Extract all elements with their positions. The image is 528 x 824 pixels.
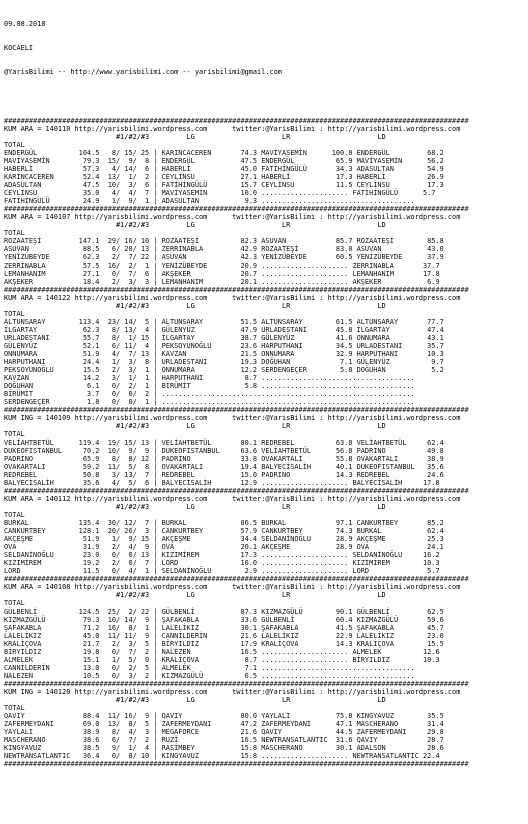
table-row: TOTAL xyxy=(4,430,432,439)
section-title: KUM ARA = 140108 http://yarisbilimi.wordpress.com twitter:@YarisBilimi : http://yarisbilimi.wordpress.com xyxy=(4,583,461,592)
table-row: ALTUNSARAY 113.4 23/ 14/ 5 | ALTUNSARAY 51.5 ALTUNSARAY 61.5 ALTUNSARAY 77.7 xyxy=(4,317,444,326)
table-row: CEYLİNSU 35.0 4/ 4/ 7 | MAVİYASEMİN 10.0 ..................... FATİHİNGÜLÜ 5.7 xyxy=(4,189,436,198)
table-row: ENDERGÜL 104.5 8/ 15/ 25 | KARINCACEREN 74.3 MAVİYASEMİN 100.0 ENDERGÜL 68.2 xyxy=(4,148,444,157)
section-separator: ################################################################################################################ xyxy=(4,205,469,214)
table-row: GÜLBENLİ 124.5 25/ 2/ 22 | GÜLBENLİ 87.3 KIZMAZGÜLÜ 90.1 GÜLBENLİ 62.5 xyxy=(4,607,444,616)
table-row: NALEZEN 10.5 0/ 3/ 2 | KIZMAZGÜLÜ 6.5 ..................................... xyxy=(4,671,415,680)
table-row: URLADESTANI 55.7 8/ 1/ 15 | İLGARTAY 38.7 GÜLENYÜZ 41.6 ONNUMARA 43.1 xyxy=(4,333,444,342)
table-row: KIZMAZGÜLÜ 79.3 10/ 14/ 9 | ŞAFAKABLA 33.6 GÜLBENLİ 60.4 KIZMAZGÜLÜ 59.6 xyxy=(4,615,444,624)
report-document xyxy=(4,4,528,777)
table-row: ZERRİNABLA 57.5 16/ 2/ 1 | YENİZÜBEYDE 20.9 ..................... ZERRİNABLA 37.7 xyxy=(4,261,440,270)
table-row: OVA 31.9 2/ 4/ 9 | OVA 20.1 AKÇEŞME 28.9 OVA 24.1 xyxy=(4,543,444,552)
section-separator: ################################################################################################################ xyxy=(4,760,469,769)
table-row: TOTAL xyxy=(4,229,432,238)
table-row: NEWTRANSATLANTIC 36.4 0/ 8/ 10 | KINGYAVUZ 15.8 ..................... NEWTRANSATLANTIC 22.4 xyxy=(4,752,440,761)
table-row: OVAKARTALI 59.2 11/ 5/ 8 | OVAKARTALI 19.4 BALYECİSALİH 40.1 DUKEOFISTANBUL 35.6 xyxy=(4,462,444,471)
report-contact: @YarisBilimi -- http://www.yarisbilimi.com -- yarisbilimi@gmail.com xyxy=(4,68,282,77)
section-column-headers: #1/#2/#3 LG LR LD xyxy=(4,422,386,431)
table-row: ALMELEK 15.1 1/ 5/ 0 | KRALİÇOVA 8.7 ..................... BİRYILDIZ 10.3 xyxy=(4,655,440,664)
race-sections xyxy=(4,117,528,769)
section-title: KUM ARA = 140122 http://yarisbilimi.wordpress.com twitter:@YarisBilimi : http://yarisbilimi.wordpress.com xyxy=(4,293,461,302)
table-row: TOTAL xyxy=(4,140,432,149)
table-row: ONNUMARA 51.9 4/ 7/ 13 | KAVZAN 21.5 ONNUMARA 32.9 HARPUTHANI 10.3 xyxy=(4,350,444,359)
section-separator: ################################################################################################################ xyxy=(4,679,469,688)
section-title: KUM ING = 140109 http://yarisbilimi.wordpress.com twitter:@YarisBilimi : http://yarisbilimi.wordpress.com xyxy=(4,414,461,423)
table-row: HARPUTHANI 24.4 1/ 3/ 8 | URLADESTANI 19.3 DOĞUHAN 7.1 GÜLENYÜZ 9.7 xyxy=(4,358,444,367)
table-row: PEKSOYUNOĞLU 15.5 2/ 3/ 1 | ONNUMARA 12.2 SERDENGEÇER 5.8 DOĞUHAN 5.2 xyxy=(4,366,444,375)
table-row: CANKURTBEY 128.1 20/ 26/ 3 | CANKURTBEY 57.9 CANKURTBEY 74.3 BURKAL 62.4 xyxy=(4,527,444,536)
section-separator: ################################################################################################################ xyxy=(4,116,469,125)
section-separator: ################################################################################################################ xyxy=(4,486,469,495)
section-column-headers: #1/#2/#3 LG LR LD xyxy=(4,132,386,141)
table-row: SELDANİNOĞLU 23.0 0/ 0/ 13 | KIZIMİREM 17.3 ..................... SELDANİNOĞLU 16.2 xyxy=(4,551,440,560)
table-row: DOĞUHAN 6.1 0/ 2/ 1 | BİRÜMİT 5.8 ..................................... xyxy=(4,382,415,391)
table-row: BİRYILDIZ 19.8 0/ 7/ 2 | NALEZEN 16.5 ..................... ALMELEK 12.6 xyxy=(4,647,440,656)
table-row: CANNİLDERİN 13.0 0/ 2/ 5 | ALMELEK 7.1 ..................................... xyxy=(4,663,415,672)
table-row: FATİHİNGÜLÜ 24.9 1/ 9/ 1 | ADASULTAN 9.3 ..................................... xyxy=(4,197,415,206)
section-column-headers: #1/#2/#3 LG LR LD xyxy=(4,221,386,230)
table-row: ASUVAN 88.5 6/ 20/ 13 | ZERRİNABLA 42.9 ROZAATEŞİ 83.0 ASUVAN 43.0 xyxy=(4,245,444,254)
table-row: REDREBEL 50.8 3/ 13/ 7 | REDREBEL 15.0 PADRINO 14.3 REDREBEL 24.6 xyxy=(4,470,444,479)
table-row: TOTAL xyxy=(4,309,432,318)
table-row: KAVZAN 14.2 3/ 1/ 1 | HARPUTHANI 8.7 ..................................... xyxy=(4,374,415,383)
table-row: QAVIY 88.4 11/ 16/ 9 | QAVIY 80.0 YAYLALI 75.8 KINGYAVUZ 35.5 xyxy=(4,712,444,721)
table-row: ZAFERMEYDANI 69.0 13/ 8/ 5 | ZAFERMEYDANI 47.2 ZAFERMEYDANI 47.1 MASCHERANO 31.4 xyxy=(4,720,444,729)
table-row: ROZAATEŞİ 147.1 29/ 16/ 10 | ROZAATEŞİ 82.3 ASUVAN 85.7 ROZAATEŞİ 85.8 xyxy=(4,237,444,246)
section-title: KUM ARA = 140110 http://yarisbilimi.wordpress.com twitter:@YarisBilimi : http://yarisbilimi.wordpress.com xyxy=(4,124,461,133)
table-row: TOTAL xyxy=(4,510,432,519)
table-row: ADASULTAN 47.5 10/ 3/ 6 | FATİHİNGÜLÜ 15.7 CEYLİNSU 11.5 CEYLİNSU 17.3 xyxy=(4,181,444,190)
table-row: MAVİYASEMİN 79.3 15/ 9/ 8 | ENDERGÜL 47.5 ENDERGÜL 65.9 MAVİYASEMİN 56.2 xyxy=(4,156,444,165)
table-row: KRALİÇOVA 21.7 2/ 3/ 5 | BİRYILDIZ 17.9 KRALİÇOVA 14.3 KRALİÇOVA 15.5 xyxy=(4,639,444,648)
table-row: DUKEOFISTANBUL 70.2 10/ 9/ 9 | DUKEOFISTANBUL 63.6 VELİAHTBETÜL 56.0 PADRINO 49.8 xyxy=(4,446,444,455)
section-column-headers: #1/#2/#3 LG LR LD xyxy=(4,696,386,705)
table-row: AKŞEKER 18.4 2/ 3/ 3 | LEMANHANIM 20.1 ..................... AKŞEKER 6.9 xyxy=(4,277,440,286)
report-date: 09.08.2018 xyxy=(4,20,46,29)
table-row: LEMANHANIM 27.1 0/ 7/ 6 | AKŞEKER 20.7 ..................... LEMANHANIM 17.8 xyxy=(4,269,440,278)
table-row: ŞAFAKABLA 71.2 16/ 8/ 1 | LALELİKIZ 30.1 ŞAFAKABLA 41.5 ŞAFAKABLA 45.7 xyxy=(4,623,444,632)
table-row: TOTAL xyxy=(4,599,432,608)
section-title: KUM ARA = 140107 http://yarisbilimi.wordpress.com twitter:@YarisBilimi : http://yarisbilimi.wordpress.com xyxy=(4,213,461,222)
table-row: GÜLENYÜZ 52.1 6/ 11/ 4 | PEKSOYUNOĞLU 23.6 HARPUTHANI 34.5 URLADESTANI 35.7 xyxy=(4,341,444,350)
table-row: LORD 11.5 0/ 4/ 1 | SELDANİNOĞLU 2.9 ..................... LORD 5.7 xyxy=(4,567,440,576)
table-row: YAYLALI 38.9 8/ 4/ 3 | MEGAFORCE 21.6 QAVIY 44.5 ZAFERMEYDANI 29.8 xyxy=(4,728,444,737)
table-row: VELİAHTBETÜL 119.4 19/ 15/ 13 | VELİAHTBETÜL 80.1 REDREBEL 63.0 VELİAHTBETÜL 62.4 xyxy=(4,438,444,447)
table-row: BURKAL 135.4 30/ 12/ 7 | BURKAL 86.5 BURKAL 97.1 CANKURTBEY 85.2 xyxy=(4,519,444,527)
table-row: İLGARTAY 62.3 8/ 13/ 4 | GÜLENYÜZ 47.9 URLADESTANI 45.8 İLGARTAY 47.4 xyxy=(4,325,444,334)
section-column-headers: #1/#2/#3 LG LR LD xyxy=(4,502,386,511)
table-row: HABERLİ 57.3 4/ 14/ 6 | HABERLİ 45.0 FATİHİNGÜLÜ 34.3 ADASULTAN 54.9 xyxy=(4,164,444,173)
table-row: BİRÜMİT 3.7 0/ 0/ 2 | ............................................................. xyxy=(4,390,415,399)
table-row: AKÇEŞME 51.9 1/ 9/ 15 | AKÇEŞME 34.4 SELDANİNOĞLU 28.9 AKÇEŞME 25.3 xyxy=(4,535,444,544)
blank-line xyxy=(4,93,528,101)
table-row: SERDENGEÇER 1.8 0/ 0/ 1 | ............................................................. xyxy=(4,398,415,407)
table-row: KIZIMİREM 19.2 2/ 0/ 7 | LORD 10.0 ..................... KIZIMİREM 10.3 xyxy=(4,559,440,568)
table-row: PADRINO 65.9 8/ 8/ 12 | PADRINO 33.8 OVAKARTALI 55.8 OVAKARTALI 38.9 xyxy=(4,454,444,463)
section-separator: ################################################################################################################ xyxy=(4,406,469,415)
table-row: YENİZÜBEYDE 62.3 2/ 7/ 22 | ASUVAN 42.3 YENİZÜBEYDE 60.5 YENİZÜBEYDE 37.9 xyxy=(4,253,444,262)
section-separator: ################################################################################################################ xyxy=(4,285,469,294)
section-title: KUM ARA = 140112 http://yarisbilimi.wordpress.com twitter:@YarisBilimi : http://yarisbilimi.wordpress.com xyxy=(4,494,461,503)
table-row: BALYECİSALİH 35.6 4/ 5/ 6 | BALYECİSALİH 12.9 ..................... BALYECİSALİH 17.8 xyxy=(4,478,440,487)
table-row: KARINCACEREN 52.4 13/ 1/ 2 | CEYLİNSU 27.1 HABERLİ 17.3 HABERLİ 26.9 xyxy=(4,172,444,181)
table-row: TOTAL xyxy=(4,704,432,713)
table-row: KINGYAVUZ 38.5 9/ 1/ 4 | RASİMBEY 15.8 MASCHERANO 30.1 ADALSON 28.6 xyxy=(4,744,444,753)
report-city: KOCAELI xyxy=(4,44,34,53)
section-separator: ################################################################################################################ xyxy=(4,575,469,584)
section-title: KUM ING = 140120 http://yarisbilimi.wordpress.com twitter:@YarisBilimi : http://yarisbilimi.wordpress.com xyxy=(4,687,461,696)
section-column-headers: #1/#2/#3 LG LR LD xyxy=(4,591,386,600)
section-column-headers: #1/#2/#3 LG LR LD xyxy=(4,301,386,310)
table-row: LALELİKIZ 45.0 11/ 11/ 9 | CANNİLDERİN 21.6 LALELİKIZ 22.9 LALELİKIZ 23.0 xyxy=(4,631,444,640)
table-row: MASCHERANO 38.6 6/ 7/ 2 | RUZİ 16.5 NEWTRANSATLANTIC 31.6 QAVIY 28.7 xyxy=(4,736,444,745)
